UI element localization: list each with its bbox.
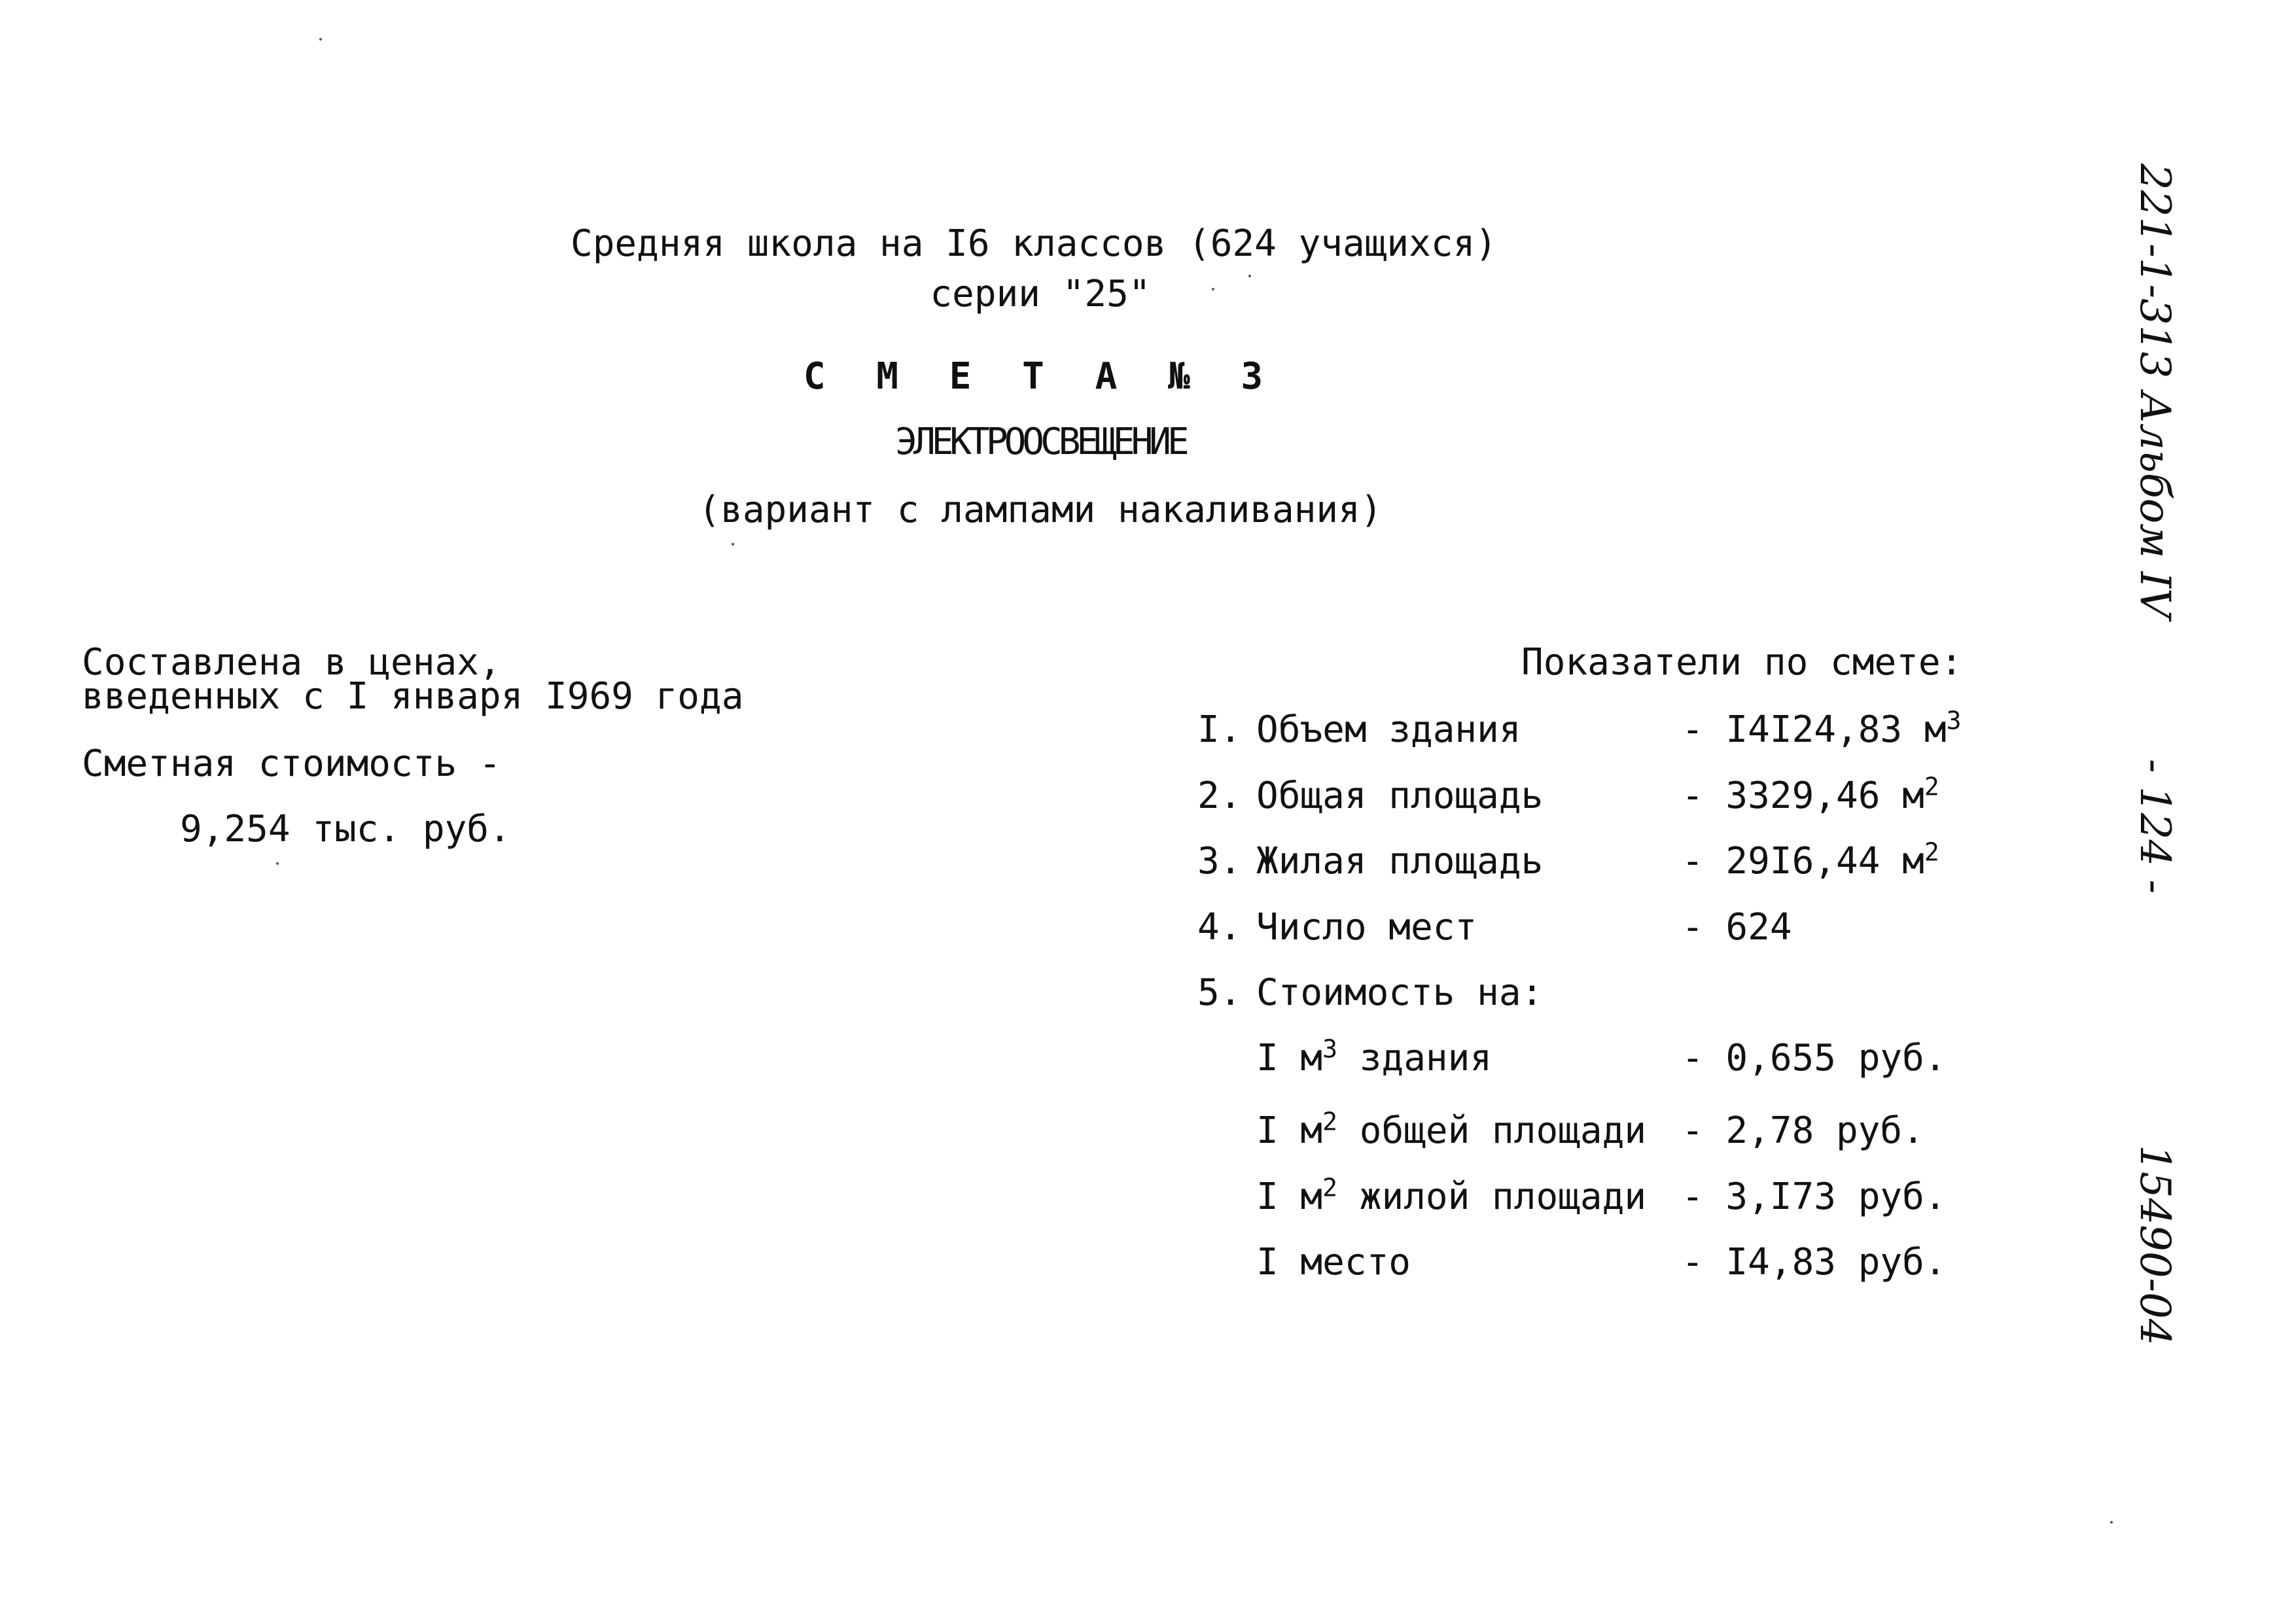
unit-cost-label: I $м^3$ здания <box>1256 1034 1492 1079</box>
indicator-number: 4. <box>1197 906 1242 949</box>
document-code-note: 15490-04 <box>2130 1145 2179 1346</box>
indicator-value: - I4I24,83 $м^3$ <box>1682 706 1962 751</box>
scan-speck <box>2110 1521 2113 1524</box>
indicator-value: - 3329,46 $м^2$ <box>1682 772 1939 817</box>
page-number-note: - 124 - <box>2130 759 2179 894</box>
prices-note-line2: введенных с I января I969 года <box>82 675 744 718</box>
unit-cost-label: I $м^2$ общей площади <box>1256 1107 1647 1152</box>
indicator-number: 3. <box>1197 840 1242 882</box>
unit-cost-value: - 3,I73 руб. <box>1682 1176 1947 1218</box>
unit-cost-value: - I4,83 руб. <box>1682 1241 1947 1283</box>
indicator-label: Жилая площадь <box>1256 840 1544 882</box>
unit-cost-value: - 2,78 руб. <box>1682 1109 1924 1152</box>
estimated-cost-value: 9,254 тыс. руб. <box>180 808 511 850</box>
indicator-number: I. <box>1197 708 1242 751</box>
estimate-subject: ЭЛЕКТРООСВЕЩЕНИЕ <box>895 421 1186 463</box>
indicator-value: - 29I6,44 $м^2$ <box>1682 837 1939 882</box>
estimated-cost-label: Сметная стоимость - <box>82 742 501 785</box>
unit-cost-label: I $м^2$ жилой площади <box>1256 1173 1647 1218</box>
indicator-label: Общая площадь <box>1256 775 1544 817</box>
indicator-number: 2. <box>1197 775 1242 817</box>
indicator-value: - 624 <box>1682 906 1792 949</box>
header-line-series: серии "25" <box>930 273 1151 315</box>
indicator-number: 5. <box>1197 971 1242 1014</box>
scan-speck <box>732 543 734 546</box>
scan-speck <box>319 38 322 41</box>
scan-speck <box>1212 288 1214 290</box>
scan-speck <box>276 862 279 865</box>
header-line-school: Средняя школа на I6 классов (624 учащихся) <box>570 222 1498 265</box>
estimate-title: С М Е Т А № 3 <box>803 355 1278 398</box>
unit-cost-value: - 0,655 руб. <box>1682 1037 1947 1079</box>
indicator-label: Число мест <box>1256 906 1477 949</box>
album-reference-note: 221-1-313 Альбом IV <box>2130 164 2179 619</box>
estimate-variant: (вариант с лампами накаливания) <box>698 489 1383 531</box>
unit-cost-label: I место <box>1256 1241 1411 1283</box>
indicator-label: Объем здания <box>1256 708 1521 751</box>
indicators-heading: Показатели по смете: <box>1521 641 1963 684</box>
scan-speck <box>1248 275 1251 277</box>
indicator-label: Стоимость на: <box>1256 971 1544 1014</box>
prices-note-line1: Составлена в ценах, <box>82 641 501 684</box>
